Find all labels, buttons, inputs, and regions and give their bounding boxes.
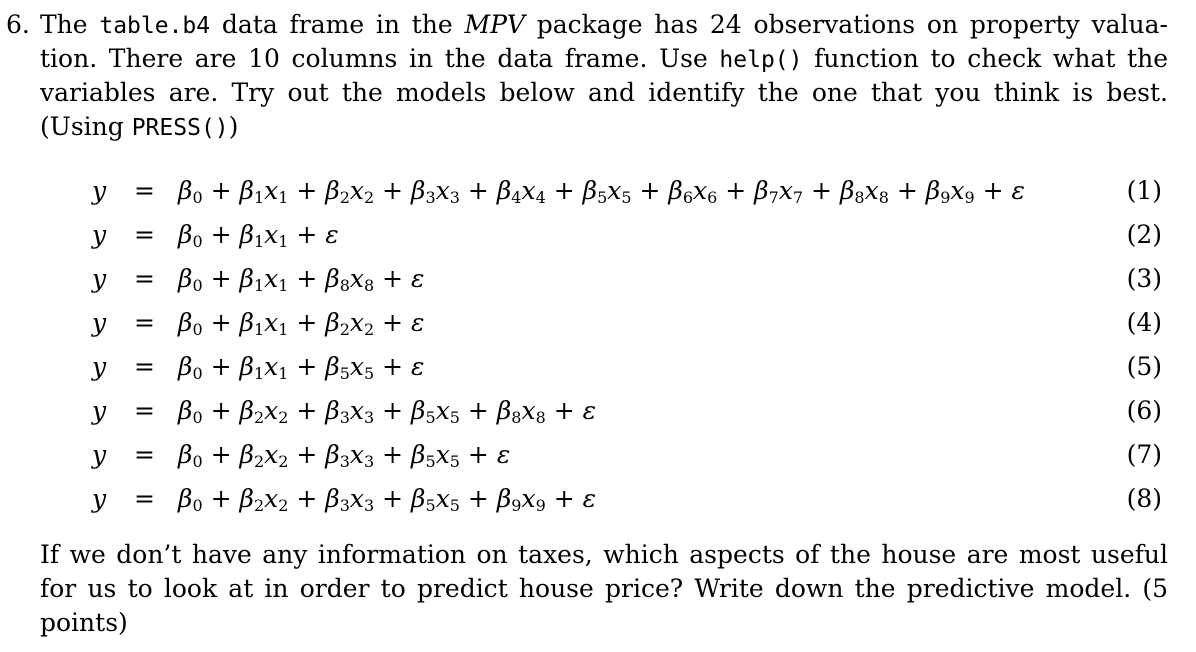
equation-rhs: $\beta_0 + \beta_1x_1 + \beta_5x_5 + \varepsilon$ bbox=[178, 352, 425, 383]
intro-line-3 bbox=[40, 78, 1168, 108]
equation-6 bbox=[0, 396, 1196, 436]
equals-sign: = bbox=[134, 308, 155, 337]
body-text: ) bbox=[228, 112, 239, 141]
intro-line-4 bbox=[40, 112, 1168, 142]
equals-sign: = bbox=[134, 352, 155, 381]
equation-lhs: y bbox=[92, 308, 107, 337]
body-text: The bbox=[40, 10, 100, 39]
body-text: tion. There are 10 columns in the data frame. Use bbox=[40, 44, 720, 73]
equation-5 bbox=[0, 352, 1196, 392]
equals-sign: = bbox=[134, 440, 155, 469]
equation-number: (8) bbox=[1126, 484, 1162, 513]
equation-lhs: y bbox=[92, 176, 107, 205]
equals-sign: = bbox=[134, 264, 155, 293]
equation-lhs: y bbox=[92, 220, 107, 249]
equation-2 bbox=[0, 220, 1196, 260]
equation-lhs: y bbox=[92, 352, 107, 381]
intro-line-1 bbox=[40, 10, 1168, 40]
equation-8 bbox=[0, 484, 1196, 524]
equation-rhs: $\beta_0 + \beta_1x_1 + \beta_2x_2 + \varepsilon$ bbox=[178, 308, 425, 339]
equation-number: (5) bbox=[1126, 352, 1162, 381]
equation-number: (3) bbox=[1126, 264, 1162, 293]
equals-sign: = bbox=[134, 396, 155, 425]
question-line-3: points) bbox=[40, 608, 128, 637]
equation-rhs: $\beta_0 + \beta_2x_2 + \beta_3x_3 + \beta_5x_5 + \beta_9x_9 + \varepsilon$ bbox=[178, 484, 597, 515]
question-line-2: for us to look at in order to predict house price? Write down the predictive model. (5 bbox=[40, 574, 1168, 603]
equation-lhs: y bbox=[92, 440, 107, 469]
equation-lhs: y bbox=[92, 264, 107, 293]
equals-sign: = bbox=[134, 484, 155, 513]
equation-4 bbox=[0, 308, 1196, 348]
equation-number: (2) bbox=[1126, 220, 1162, 249]
body-text: function to check what the bbox=[802, 44, 1168, 73]
body-text: data frame in the bbox=[210, 10, 465, 39]
body-text: package has 24 observations on property valua- bbox=[524, 10, 1168, 39]
code-text: PRESS() bbox=[131, 115, 229, 141]
equation-rhs: $\beta_0 + \beta_2x_2 + \beta_3x_3 + \beta_5x_5 + \varepsilon$ bbox=[178, 440, 511, 471]
equation-rhs: $\beta_0 + \beta_2x_2 + \beta_3x_3 + \beta_5x_5 + \beta_8x_8 + \varepsilon$ bbox=[178, 396, 597, 427]
body-text: (Using bbox=[40, 112, 132, 141]
equation-number: (7) bbox=[1126, 440, 1162, 469]
equation-rhs: $\beta_0 + \beta_1x_1 + \beta_2x_2 + \beta_3x_3 + \beta_4x_4 + \beta_5x_5 + \beta_6x_6 + \beta_7x_7 + \beta_8x_8 + \beta_9x_9 + \varepsilon$ bbox=[178, 176, 1025, 207]
equals-sign: = bbox=[134, 220, 155, 249]
equation-number: (1) bbox=[1126, 176, 1162, 205]
equation-3 bbox=[0, 264, 1196, 304]
equation-rhs: $\beta_0 + \beta_1x_1 + \beta_8x_8 + \varepsilon$ bbox=[178, 264, 425, 295]
code-text: help() bbox=[719, 47, 803, 73]
equation-lhs: y bbox=[92, 484, 107, 513]
equation-lhs: y bbox=[92, 396, 107, 425]
equation-number: (4) bbox=[1126, 308, 1162, 337]
equation-7 bbox=[0, 440, 1196, 480]
intro-line-2 bbox=[40, 44, 1168, 74]
equals-sign: = bbox=[134, 176, 155, 205]
italic-text: MPV bbox=[464, 10, 525, 39]
code-text: table.b4 bbox=[99, 13, 211, 39]
body-text: variables are. Try out the models below and identify the one that you think is best. bbox=[40, 78, 1168, 107]
equation-rhs: $\beta_0 + \beta_1x_1 + \varepsilon$ bbox=[178, 220, 339, 251]
question-line-1: If we don’t have any information on taxes, which aspects of the house are most useful bbox=[40, 540, 1168, 569]
equation-number: (6) bbox=[1126, 396, 1162, 425]
problem-number: 6. bbox=[6, 10, 30, 39]
equation-1 bbox=[0, 176, 1196, 216]
